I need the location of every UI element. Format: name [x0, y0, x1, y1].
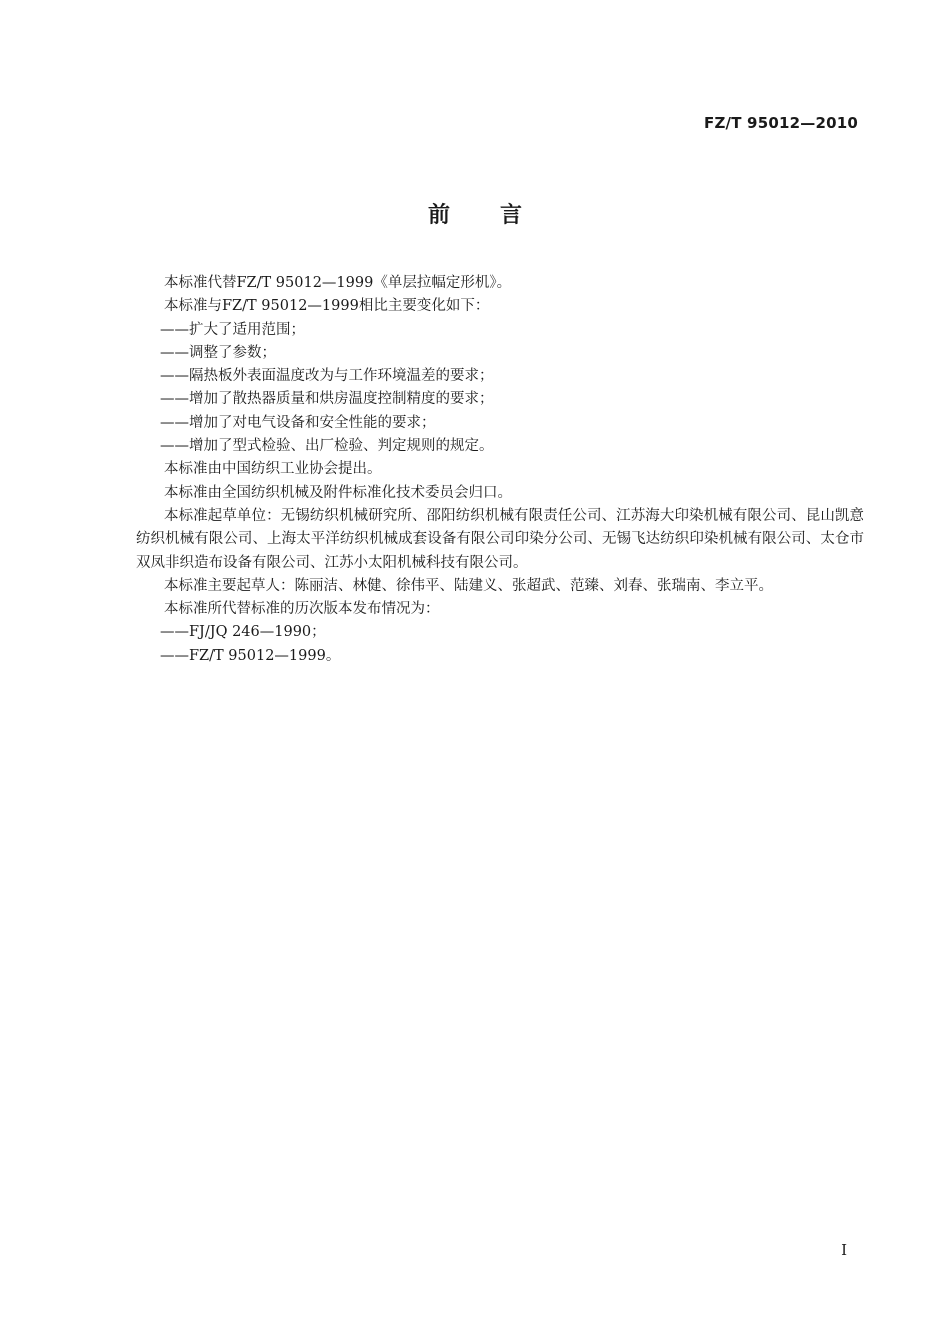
drafting-units: 本标准起草单位：无锡纺织机械研究所、邵阳纺织机械有限责任公司、江苏海大印染机械有限公司、昆山凯意纺织机械有限公司、上海太平洋纺织机械成套设备有限公司印染分公司、无锡飞达纺织印染机械有限公司、太仓市双凤非织造布设备有限公司、江苏小太阳机械科技有限公司。	[136, 507, 864, 571]
page-title: 前言	[427, 203, 572, 228]
change-item: ——增加了型式检验、出厂检验、判定规则的规定。	[160, 438, 494, 455]
replace-statement: 本标准代替FZ/T 95012—1999《单层拉幅定形机》。	[164, 275, 512, 291]
change-item: ——增加了对电气设备和安全性能的要求；	[160, 414, 436, 431]
change-item: ——增加了散热器质量和烘房温度控制精度的要求；	[160, 391, 494, 408]
drafters: 本标准主要起草人：陈丽洁、林健、徐伟平、陆建义、张超武、范臻、刘春、张瑞南、李立平。	[164, 577, 773, 594]
change-item: ——调整了参数；	[160, 344, 276, 361]
history-intro: 本标准所代替标准的历次版本发布情况为：	[164, 601, 440, 618]
proposed-statement: 本标准由中国纺织工业协会提出。	[164, 461, 382, 478]
change-item: ——隔热板外表面温度改为与工作环境温差的要求；	[160, 368, 494, 385]
history-item: ——FZ/T 95012—1999。	[160, 647, 341, 664]
compare-statement: 本标准与FZ/T 95012—1999相比主要变化如下：	[164, 298, 490, 315]
foreword-body	[136, 272, 864, 668]
change-item: ——扩大了适用范围；	[160, 321, 305, 338]
page-number: I	[841, 1241, 847, 1259]
centralized-statement: 本标准由全国纺织机械及附件标准化技术委员会归口。	[164, 484, 512, 501]
standard-code: FZ/T 95012—2010	[704, 114, 858, 132]
history-item: ——FJ/JQ 246—1990；	[160, 624, 326, 641]
